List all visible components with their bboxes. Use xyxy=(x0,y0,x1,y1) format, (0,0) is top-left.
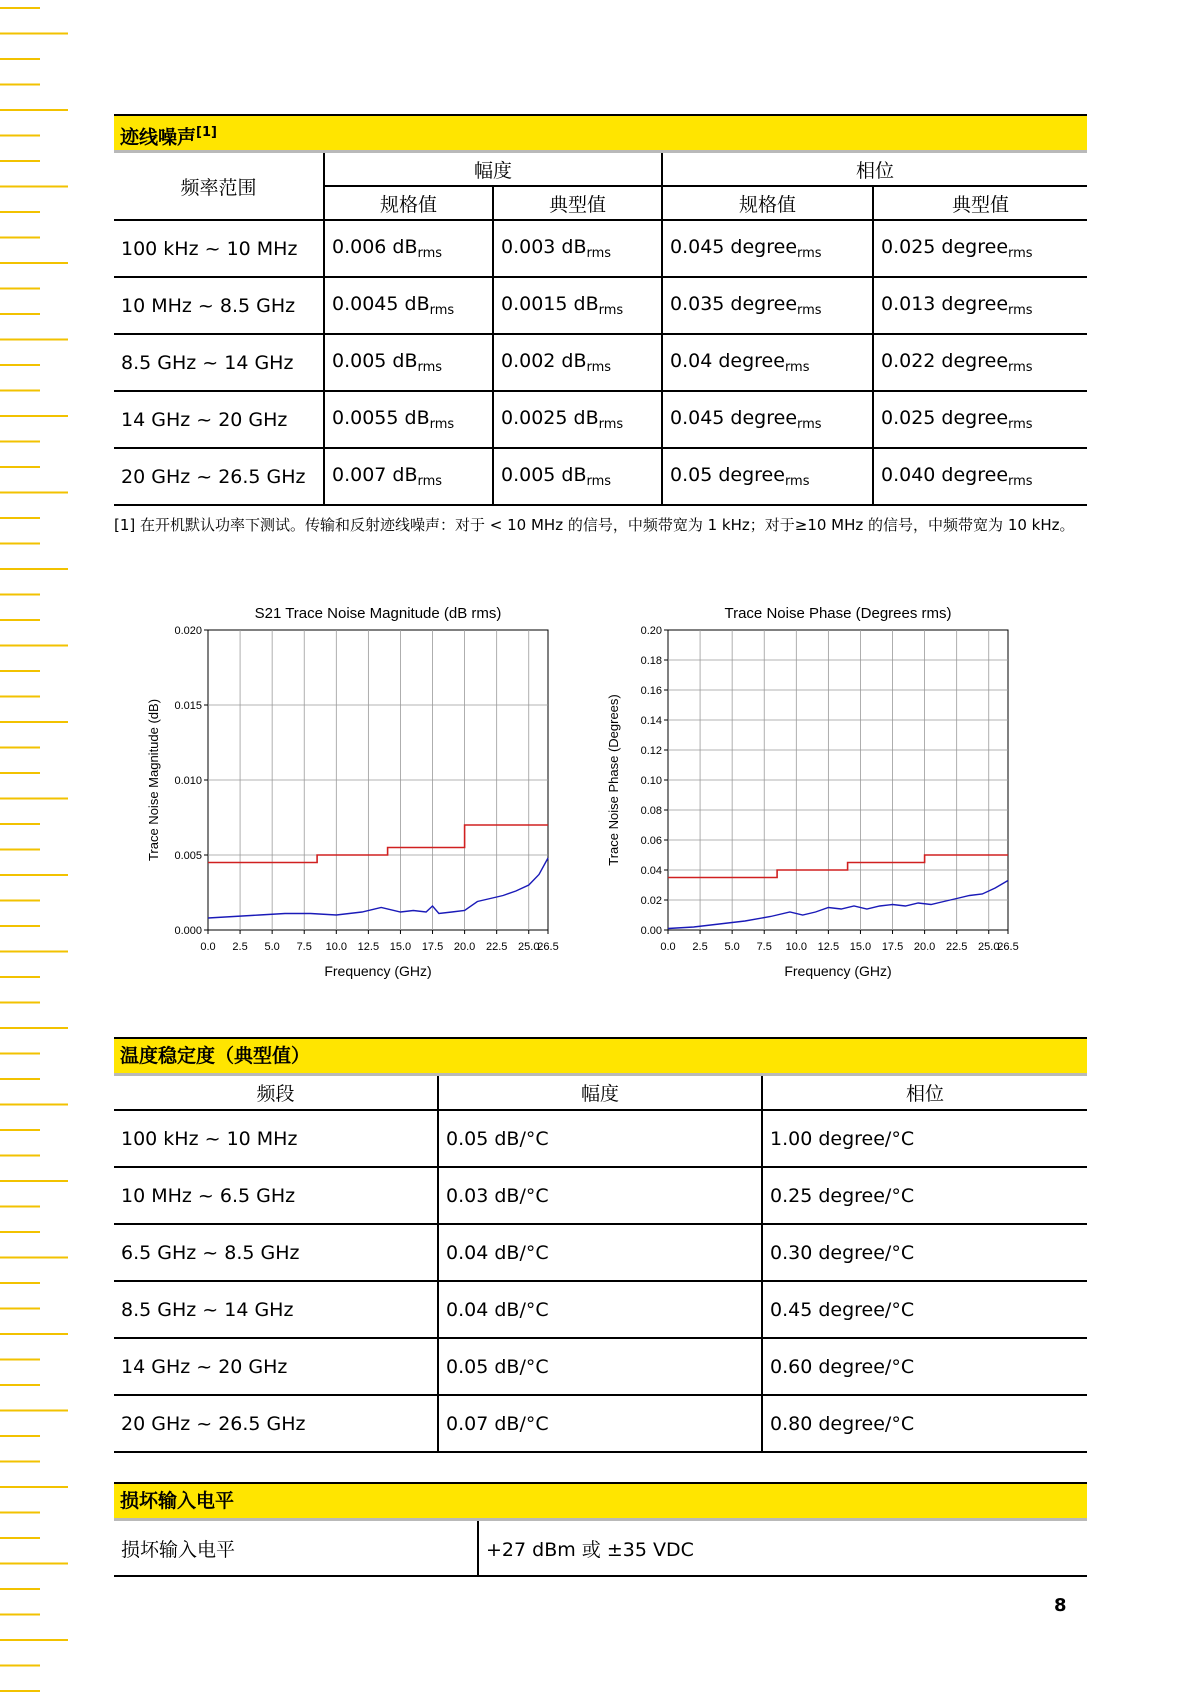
cell-mag-typ: 0.002 $dB_{rms}$ xyxy=(493,334,662,391)
cell-ph-typ: 0.022 degree$_{rms}$ xyxy=(873,334,1087,391)
table-row xyxy=(114,277,1087,334)
x-tick-label: 2.5 xyxy=(232,941,248,953)
x-tick-label: 17.5 xyxy=(421,941,444,953)
cell-mag-spec: 0.006 $dB_{rms}$ xyxy=(324,220,493,277)
x-tick-label: 15.0 xyxy=(389,941,412,953)
x-tick-label: 7.5 xyxy=(296,941,312,953)
y-tick-label: 0.010 xyxy=(174,775,202,787)
cell-band: 8.5 GHz ~ 14 GHz xyxy=(114,1281,438,1338)
cell-ph-spec: 0.045 degree$_{rms}$ xyxy=(662,220,873,277)
cell-mag: 0.03 dB/°C xyxy=(438,1167,762,1224)
y-tick-label: 0.08 xyxy=(640,805,662,817)
cell-ph-typ: 0.025 degree$_{rms}$ xyxy=(873,391,1087,448)
x-tick-label: 0.0 xyxy=(660,941,676,953)
cell-mag: 0.05 dB/°C xyxy=(438,1338,762,1395)
damage-level-title: 损坏输入电平 xyxy=(120,1490,235,1512)
x-tick-label: 10.0 xyxy=(325,941,348,953)
y-tick-label: 0.20 xyxy=(640,625,662,637)
x-tick-label: 25.0 xyxy=(518,941,540,953)
magnitude-chart xyxy=(140,595,610,994)
table-row xyxy=(114,1281,1087,1338)
header-freq-range: 频率范围 xyxy=(114,153,324,220)
table-row xyxy=(114,1167,1087,1224)
y-tick-label: 0.12 xyxy=(640,745,662,757)
header-ph-spec: 规格值 xyxy=(662,186,873,220)
x-tick-label: 0.0 xyxy=(200,941,216,953)
x-tick-label: 26.5 xyxy=(537,941,559,953)
margin-decoration xyxy=(0,0,70,1696)
trace-noise-table xyxy=(114,153,1087,506)
x-tick-label: 20.0 xyxy=(913,941,936,953)
cell-mag-spec: 0.0055 $dB_{rms}$ xyxy=(324,391,493,448)
cell-band: 14 GHz ~ 20 GHz xyxy=(114,1338,438,1395)
cell-mag-typ: 0.0025 $dB_{rms}$ xyxy=(493,391,662,448)
y-tick-label: 0.020 xyxy=(174,625,202,637)
x-axis-label: Frequency (GHz) xyxy=(324,963,432,979)
cell-ph: 0.30 degree/°C xyxy=(762,1224,1087,1281)
table-row xyxy=(114,1521,1087,1576)
header-temp-phase: 相位 xyxy=(762,1076,1087,1110)
y-tick-label: 0.14 xyxy=(640,715,662,727)
cell-ph-spec: 0.05 degree$_{rms}$ xyxy=(662,448,873,505)
y-tick-label: 0.005 xyxy=(174,850,202,862)
cell-band: 6.5 GHz ~ 8.5 GHz xyxy=(114,1224,438,1281)
y-tick-label: 0.10 xyxy=(640,775,662,787)
cell-ph: 0.45 degree/°C xyxy=(762,1281,1087,1338)
header-mag-spec: 规格值 xyxy=(324,186,493,220)
header-temp-magnitude: 幅度 xyxy=(438,1076,762,1110)
cell-ph-typ: 0.013 degree$_{rms}$ xyxy=(873,277,1087,334)
cell-mag: 0.04 dB/°C xyxy=(438,1224,762,1281)
x-axis-label: Frequency (GHz) xyxy=(784,963,892,979)
temp-stability-title: 温度稳定度（典型值） xyxy=(120,1045,311,1067)
table-row xyxy=(114,448,1087,505)
cell-band: 100 kHz ~ 10 MHz xyxy=(114,1110,438,1167)
chart-title: Trace Noise Phase (Degrees rms) xyxy=(724,605,952,622)
x-tick-label: 12.5 xyxy=(357,941,380,953)
cell-mag-typ: 0.003 $dB_{rms}$ xyxy=(493,220,662,277)
header-band: 频段 xyxy=(114,1076,438,1110)
trace-noise-section-title xyxy=(114,114,1087,153)
trace-noise-title: 迹线噪声 xyxy=(120,126,197,149)
x-tick-label: 26.5 xyxy=(997,941,1019,953)
y-tick-label: 0.000 xyxy=(174,925,202,937)
y-tick-label: 0.02 xyxy=(640,895,662,907)
cell-ph-typ: 0.040 degree$_{rms}$ xyxy=(873,448,1087,505)
cell-ph-spec: 0.035 degree$_{rms}$ xyxy=(662,277,873,334)
magnitude-chart-svg xyxy=(140,595,610,990)
cell-mag-spec: 0.0045 $dB_{rms}$ xyxy=(324,277,493,334)
x-tick-label: 15.0 xyxy=(849,941,872,953)
y-tick-label: 0.06 xyxy=(640,835,662,847)
table-row xyxy=(114,1338,1087,1395)
y-tick-label: 0.18 xyxy=(640,655,662,667)
phase-chart xyxy=(600,595,1070,994)
table-row xyxy=(114,220,1087,277)
cell-ph: 1.00 degree/°C xyxy=(762,1110,1087,1167)
x-tick-label: 10.0 xyxy=(785,941,808,953)
damage-level-label: 损坏输入电平 xyxy=(114,1521,478,1576)
x-tick-label: 22.5 xyxy=(945,941,968,953)
temp-stability-section-title xyxy=(114,1037,1087,1076)
cell-freq: 8.5 GHz ~ 14 GHz xyxy=(114,334,324,391)
trace-noise-footnote: [1] 在开机默认功率下测试。传输和反射迹线噪声：对于 < 10 MHz 的信号，中频带宽为 1 kHz；对于≥10 MHz 的信号，中频带宽为 10 kHz。 xyxy=(114,516,1075,534)
cell-freq: 10 MHz ~ 8.5 GHz xyxy=(114,277,324,334)
cell-mag-typ: 0.0015 $dB_{rms}$ xyxy=(493,277,662,334)
table-row xyxy=(114,334,1087,391)
header-magnitude: 幅度 xyxy=(324,153,662,186)
table-row xyxy=(114,1224,1087,1281)
page-number: 8 xyxy=(1054,1595,1067,1616)
table-row xyxy=(114,1110,1087,1167)
cell-ph: 0.80 degree/°C xyxy=(762,1395,1087,1452)
y-axis-label: Trace Noise Magnitude (dB) xyxy=(146,698,161,862)
x-tick-label: 5.0 xyxy=(724,941,740,953)
cell-ph-typ: 0.025 degree$_{rms}$ xyxy=(873,220,1087,277)
cell-mag-spec: 0.007 $dB_{rms}$ xyxy=(324,448,493,505)
table-row xyxy=(114,391,1087,448)
x-tick-label: 12.5 xyxy=(817,941,840,953)
header-phase: 相位 xyxy=(662,153,1087,186)
phase-chart-svg xyxy=(600,595,1070,990)
cell-ph-spec: 0.04 degree$_{rms}$ xyxy=(662,334,873,391)
cell-mag: 0.07 dB/°C xyxy=(438,1395,762,1452)
y-tick-label: 0.04 xyxy=(640,865,662,877)
y-tick-label: 0.00 xyxy=(640,925,662,937)
damage-level-table xyxy=(114,1521,1087,1577)
damage-level-section-title xyxy=(114,1482,1087,1521)
x-tick-label: 20.0 xyxy=(453,941,476,953)
cell-freq: 100 kHz ~ 10 MHz xyxy=(114,220,324,277)
y-axis-label: Trace Noise Phase (Degrees) xyxy=(606,694,621,866)
header-ph-typ: 典型值 xyxy=(873,186,1087,220)
cell-mag: 0.05 dB/°C xyxy=(438,1110,762,1167)
cell-ph: 0.25 degree/°C xyxy=(762,1167,1087,1224)
cell-freq: 20 GHz ~ 26.5 GHz xyxy=(114,448,324,505)
chart-title: S21 Trace Noise Magnitude (dB rms) xyxy=(254,605,502,622)
x-tick-label: 2.5 xyxy=(692,941,708,953)
cell-band: 10 MHz ~ 6.5 GHz xyxy=(114,1167,438,1224)
header-mag-typ: 典型值 xyxy=(493,186,662,220)
footnote-ref: [1] xyxy=(196,125,217,140)
x-tick-label: 22.5 xyxy=(485,941,508,953)
x-tick-label: 17.5 xyxy=(881,941,904,953)
y-tick-label: 0.16 xyxy=(640,685,662,697)
damage-level-value: +27 dBm 或 ±35 VDC xyxy=(478,1521,1087,1576)
x-tick-label: 25.0 xyxy=(978,941,1000,953)
temp-stability-table xyxy=(114,1076,1087,1453)
table-row xyxy=(114,1395,1087,1452)
cell-mag-spec: 0.005 $dB_{rms}$ xyxy=(324,334,493,391)
x-tick-label: 7.5 xyxy=(756,941,772,953)
x-tick-label: 5.0 xyxy=(264,941,280,953)
y-tick-label: 0.015 xyxy=(174,700,202,712)
cell-mag-typ: 0.005 $dB_{rms}$ xyxy=(493,448,662,505)
cell-band: 20 GHz ~ 26.5 GHz xyxy=(114,1395,438,1452)
cell-ph: 0.60 degree/°C xyxy=(762,1338,1087,1395)
cell-freq: 14 GHz ~ 20 GHz xyxy=(114,391,324,448)
cell-ph-spec: 0.045 degree$_{rms}$ xyxy=(662,391,873,448)
cell-mag: 0.04 dB/°C xyxy=(438,1281,762,1338)
